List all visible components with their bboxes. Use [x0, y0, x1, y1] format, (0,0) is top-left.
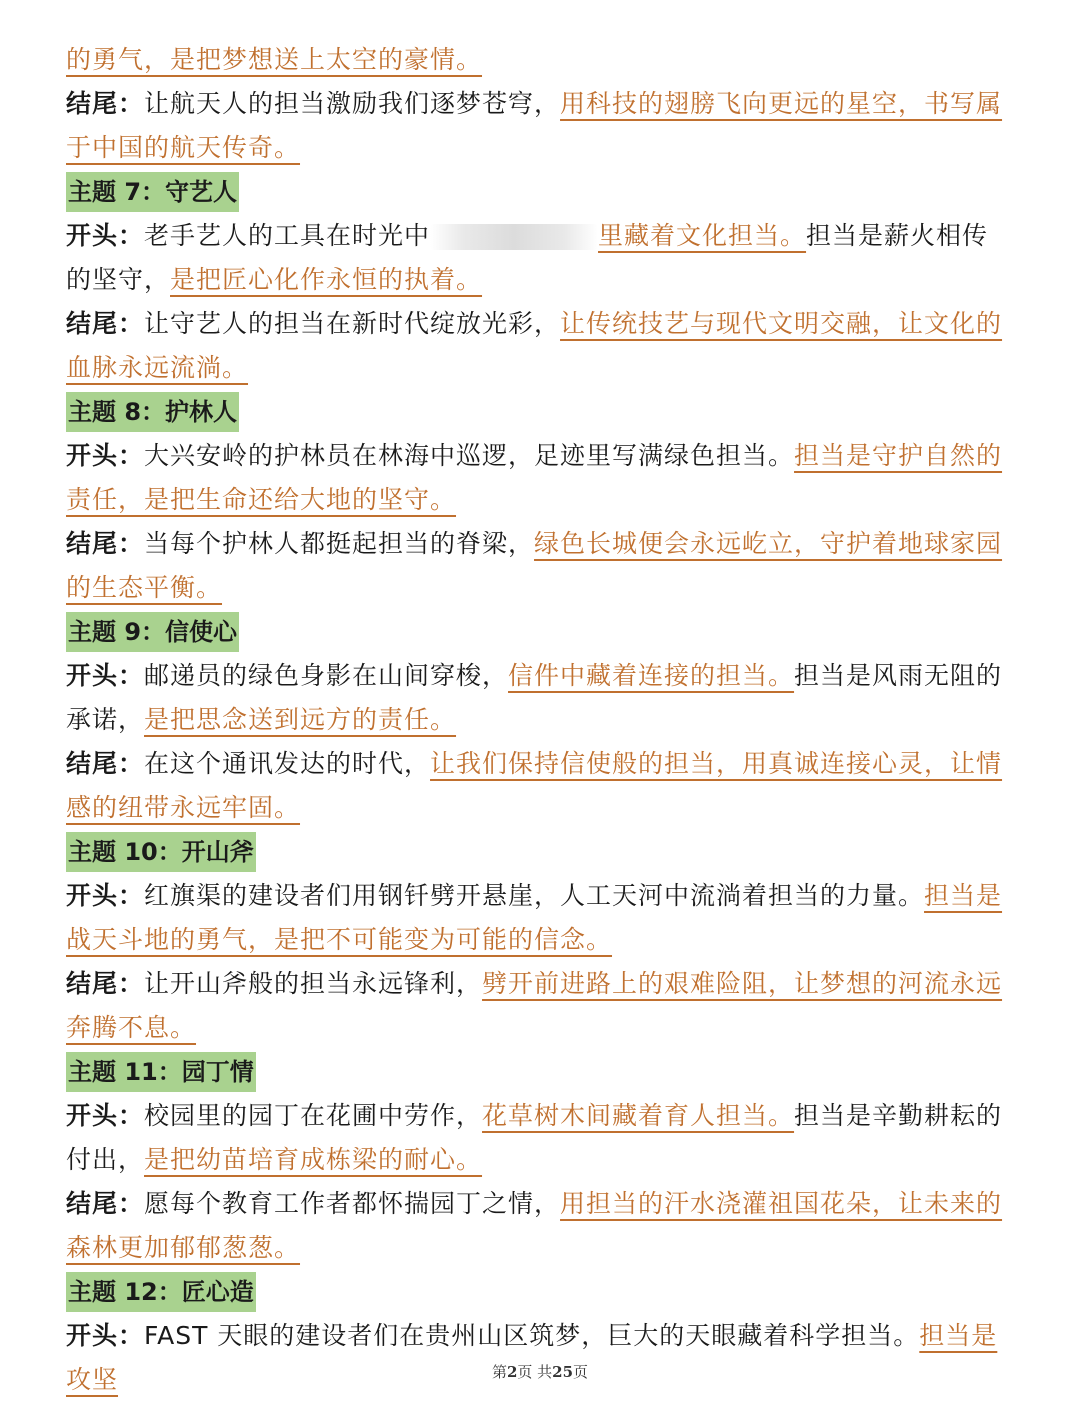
page-footer: [0, 1361, 1080, 1382]
highlight-text: 绿色长城便会永远屹立，守护着地球家园的生态平衡。: [66, 529, 1003, 602]
ending-paragraph: [66, 302, 1010, 390]
opening-text: FAST 天眼的建设者们在贵州山区筑梦，巨大的天眼藏着科学担当。: [144, 1321, 920, 1350]
ending-text: 让开山斧般的担当永远锋利，: [144, 969, 483, 998]
opening-label: 开头：: [66, 441, 145, 470]
theme-title: 主题 8：护林人: [66, 392, 239, 432]
highlight-text: 用科技的翅膀飞向更远的星空，书写属于中国的航天传奇。: [66, 89, 1003, 162]
highlight-text: 是把幼苗培育成栋梁的耐心。: [144, 1145, 483, 1174]
footer-prefix: 第: [491, 1363, 507, 1381]
opening-label: 开头：: [66, 1101, 145, 1130]
redaction-blur: [430, 224, 598, 250]
highlight-text: 是把思念送到远方的责任。: [144, 705, 457, 734]
ending-paragraph: [66, 742, 1010, 830]
opening-label: 开头：: [66, 1321, 145, 1350]
highlight-text: 担当是守护自然的责任，是把生命还给大地的坚守。: [66, 441, 1003, 514]
ending-text: 在这个通讯发达的时代，: [144, 749, 431, 778]
theme-title: 主题 7：守艺人: [66, 172, 239, 212]
footer-total-pages: 25: [552, 1363, 574, 1381]
theme-title: 主题 11：园丁情: [66, 1052, 256, 1092]
highlight-text: 担当是攻坚: [66, 1321, 998, 1394]
opening-label: 开头：: [66, 661, 145, 690]
opening-paragraph: [66, 214, 1010, 302]
ending-label: 结尾：: [66, 749, 145, 778]
highlight-text: 是把匠心化作永恒的执着。: [170, 265, 483, 294]
theme-heading-row: [66, 1050, 1010, 1094]
ending-label: 结尾：: [66, 89, 145, 118]
ending-label: 结尾：: [66, 1189, 145, 1218]
ending-paragraph: [66, 962, 1010, 1050]
opening-text: 大兴安岭的护林员在林海中巡逻，足迹里写满绿色担当。: [144, 441, 795, 470]
highlight-text: 劈开前进路上的艰难险阻，让梦想的河流永远奔腾不息。: [66, 969, 1003, 1042]
opening-text: 担当是辛勤耕耘的付出，: [66, 1101, 1003, 1174]
ending-paragraph: [66, 1182, 1010, 1270]
ending-label: 结尾：: [66, 529, 145, 558]
highlight-text: 让我们保持信使般的担当，用真诚连接心灵，让情感的纽带永远牢固。: [66, 749, 1003, 822]
opening-text: 红旗渠的建设者们用钢钎劈开悬崖，人工天河中流淌着担当的力量。: [144, 881, 925, 910]
opening-paragraph: [66, 874, 1010, 962]
theme-heading-row: [66, 390, 1010, 434]
highlight-text: 信件中藏着连接的担当。: [508, 661, 795, 690]
opening-text: 老手艺人的工具在时光中: [144, 221, 431, 250]
ending-label: 结尾：: [66, 309, 145, 338]
footer-mid: 页 共: [517, 1363, 553, 1381]
opening-text: 校园里的园丁在花圃中劳作，: [144, 1101, 483, 1130]
theme-title: 主题 12：匠心造: [66, 1272, 256, 1312]
intro-tail-paragraph: [66, 38, 1010, 82]
theme-heading-row: [66, 170, 1010, 214]
opening-text: 担当是风雨无阻的承诺，: [66, 661, 1003, 734]
opening-paragraph: [66, 1314, 1010, 1402]
opening-text: 担当是薪火相传的坚守，: [66, 221, 989, 294]
opening-text: 邮递员的绿色身影在山间穿梭，: [144, 661, 509, 690]
ending-text: 当每个护林人都挺起担当的脊梁，: [144, 529, 535, 558]
highlight-text: 让传统技艺与现代文明交融，让文化的血脉永远流淌。: [66, 309, 1003, 382]
theme-heading-row: [66, 1270, 1010, 1314]
opening-paragraph: [66, 654, 1010, 742]
highlight-text: 里藏着文化担当。: [598, 221, 807, 250]
opening-paragraph: [66, 1094, 1010, 1182]
ending-label: 结尾：: [66, 969, 145, 998]
ending-text: 让航天人的担当激励我们逐梦苍穹，: [144, 89, 561, 118]
theme-heading-row: [66, 610, 1010, 654]
footer-suffix: 页: [573, 1363, 589, 1381]
theme-title: 主题 9：信使心: [66, 612, 239, 652]
opening-paragraph: [66, 434, 1010, 522]
ending-text: 让守艺人的担当在新时代绽放光彩，: [144, 309, 561, 338]
highlight-text: 的勇气，是把梦想送上太空的豪情。: [66, 45, 483, 74]
theme-heading-row: [66, 830, 1010, 874]
opening-label: 开头：: [66, 221, 145, 250]
ending-paragraph: [66, 522, 1010, 610]
ending-paragraph: [66, 82, 1010, 170]
highlight-text: 用担当的汗水浇灌祖国花朵，让未来的森林更加郁郁葱葱。: [66, 1189, 1003, 1262]
highlight-text: 担当是战天斗地的勇气，是把不可能变为可能的信念。: [66, 881, 1003, 954]
opening-label: 开头：: [66, 881, 145, 910]
highlight-text: 花草树木间藏着育人担当。: [482, 1101, 795, 1130]
ending-text: 愿每个教育工作者都怀揣园丁之情，: [144, 1189, 561, 1218]
footer-page-number: 2: [506, 1363, 518, 1381]
theme-title: 主题 10：开山斧: [66, 832, 256, 872]
